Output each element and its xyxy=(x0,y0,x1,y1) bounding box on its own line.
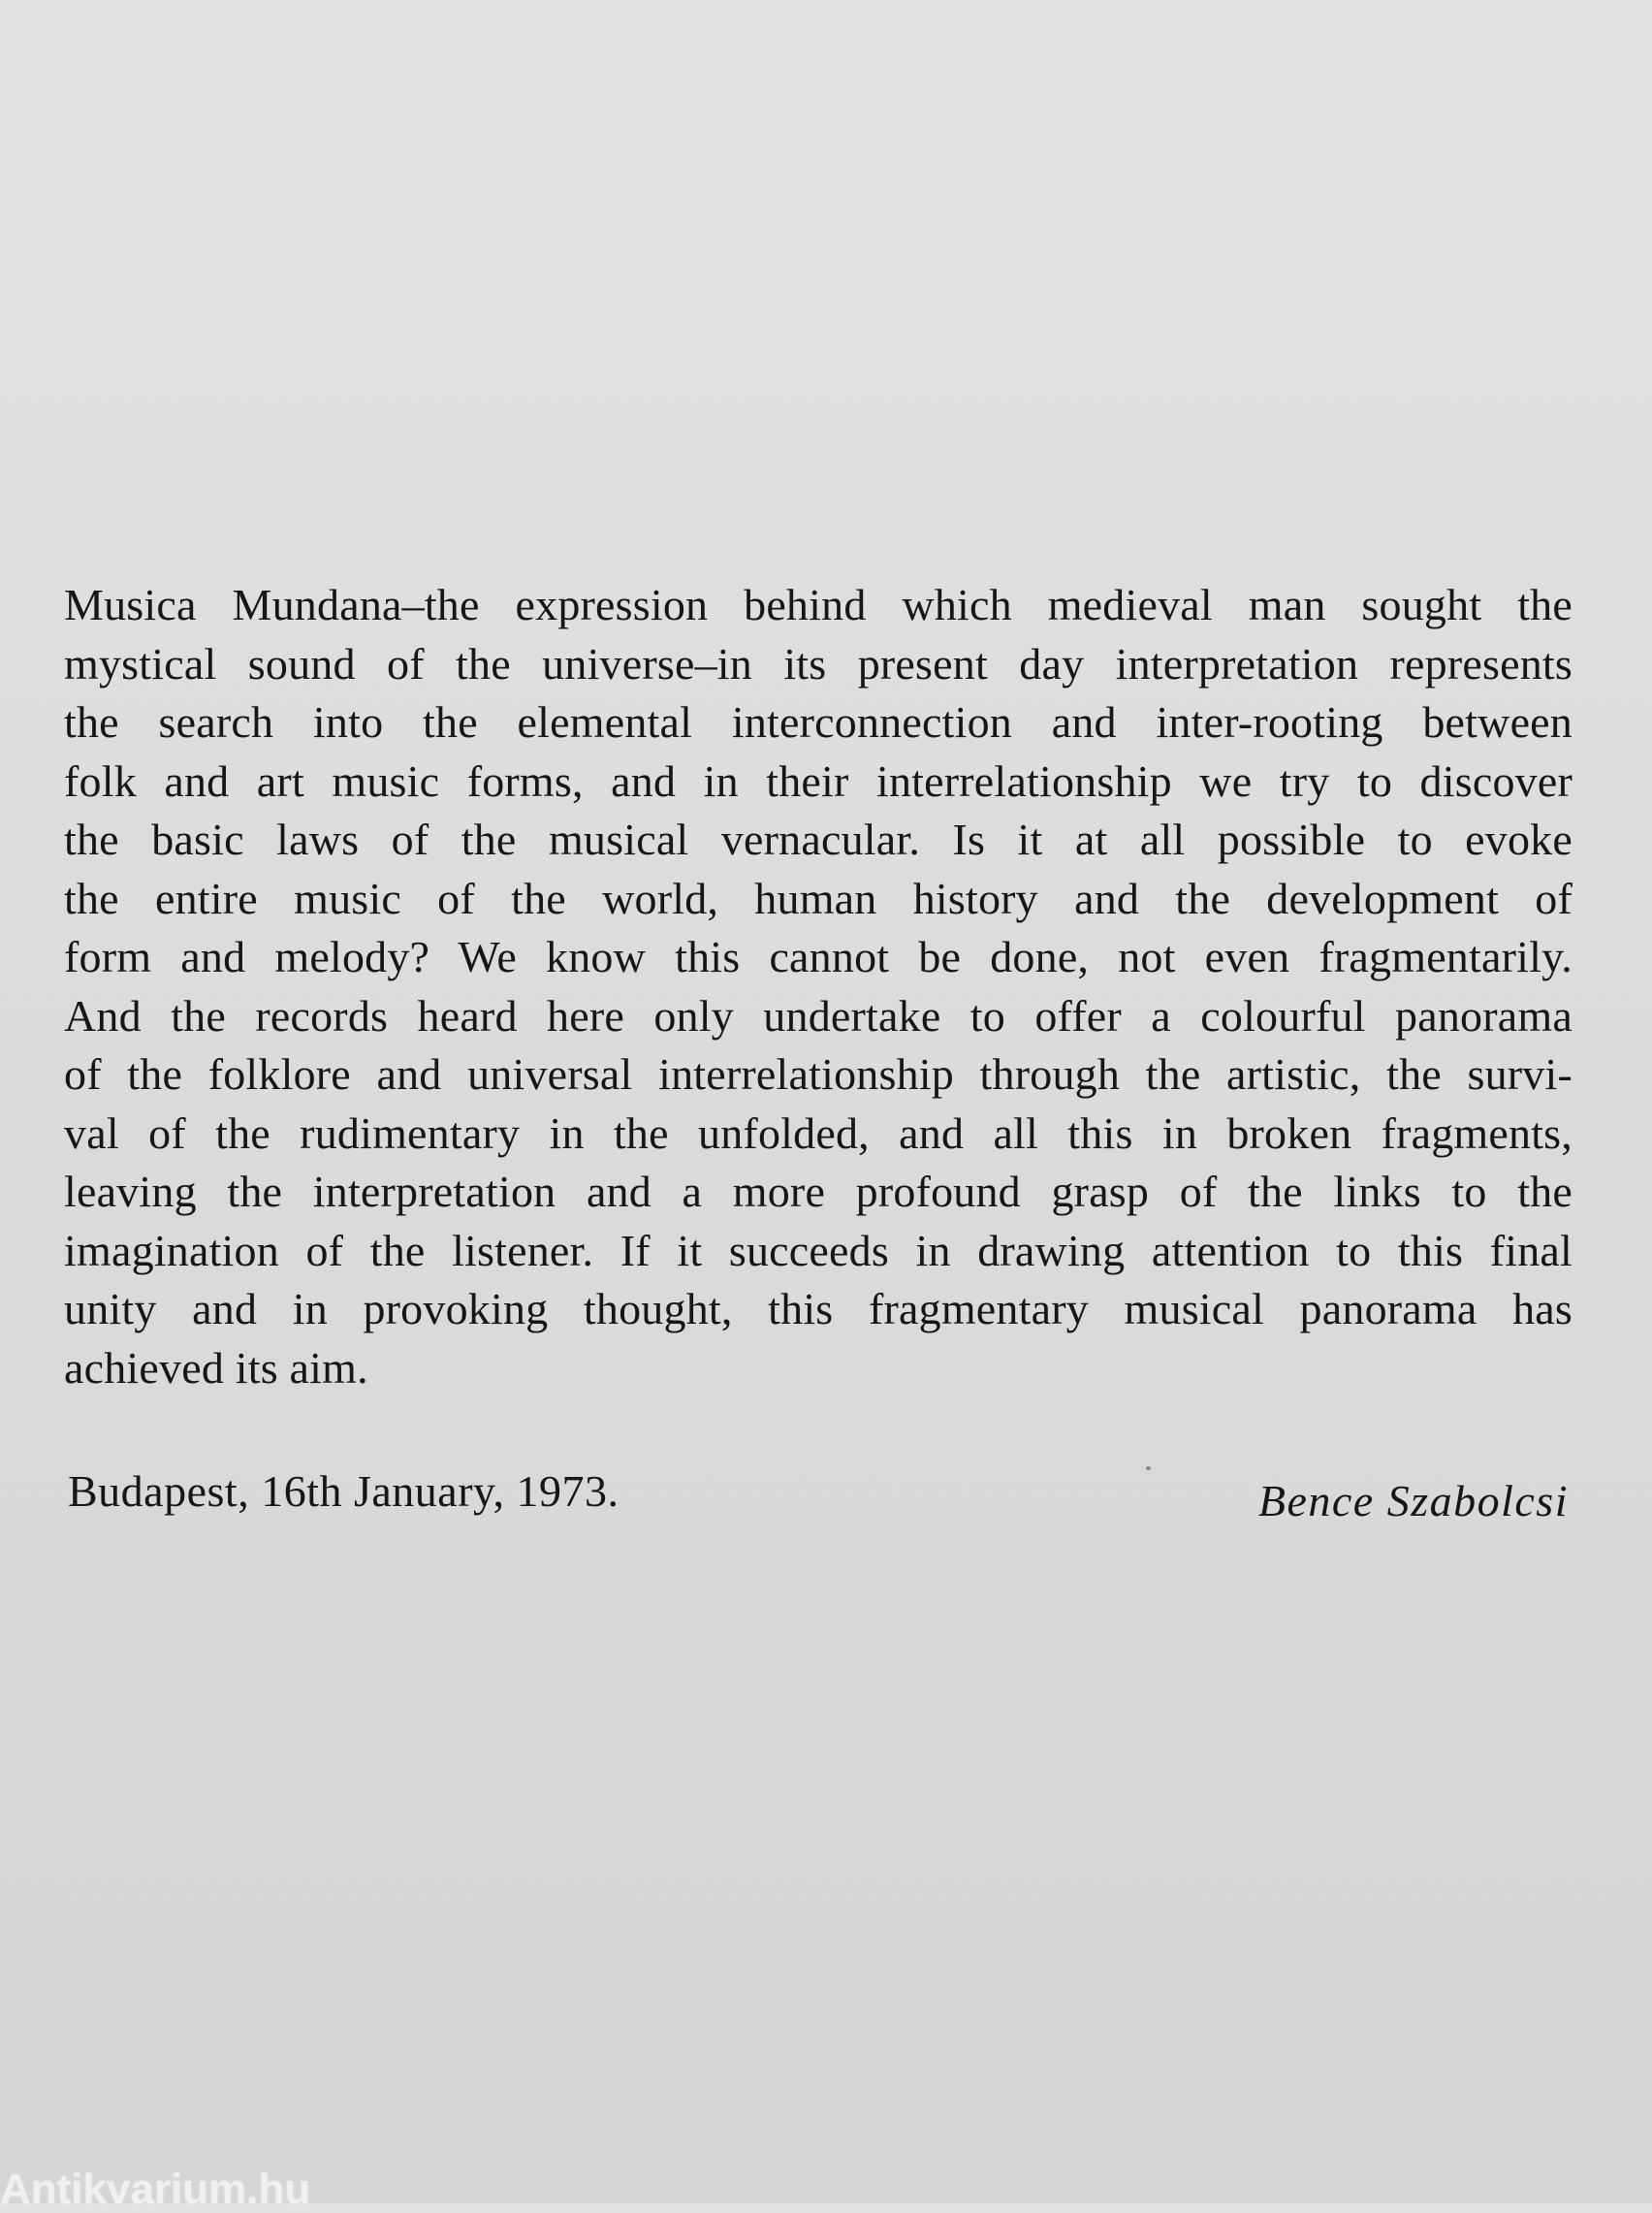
paragraph-line: imagination of the listener. If it succeeds in drawing attention to this final xyxy=(64,1225,1573,1275)
paper-speck xyxy=(1146,1466,1151,1470)
paragraph-line: val of the rudimentary in the unfolded, and all this in broken fragments, xyxy=(64,1107,1573,1158)
paragraph-line: mystical sound of the universe–in its present day interpretation represents xyxy=(64,638,1573,689)
paragraph-line: the entire music of the world, human history and the development of xyxy=(64,873,1573,923)
place-and-date: Budapest, 16th January, 1973. xyxy=(68,1466,620,1516)
paragraph-line: unity and in provoking thought, this fragmentary musical panorama has xyxy=(64,1284,1573,1333)
paragraph-line: leaving the interpretation and a more profound grasp of the links to the xyxy=(64,1167,1573,1216)
paragraph-line: the search into the elemental interconnection and inter-rooting between xyxy=(64,697,1573,747)
paragraph-line: form and melody? We know this cannot be done, not even fragmentarily. xyxy=(64,932,1573,981)
author-signature: Bence Szabolcsi xyxy=(1257,1476,1569,1525)
paragraph-line: And the records heard here only undertake to offer a colourful panorama xyxy=(64,990,1573,1041)
paragraph-line: Musica Mundana–the expression behind which medieval man sought the xyxy=(64,580,1573,629)
paragraph-line: of the folklore and universal interrelationship through the artistic, the survi- xyxy=(64,1049,1573,1099)
paragraph-line: folk and art music forms, and in their interrelationship we try to discover xyxy=(64,755,1573,806)
paragraph-line: achieved its aim. xyxy=(64,1342,368,1393)
watermark: Antikvarium.hu xyxy=(0,2165,311,2213)
paragraph-line: the basic laws of the musical vernacular. Is it at all possible to evoke xyxy=(64,815,1573,864)
body-paragraph xyxy=(64,576,1573,1397)
